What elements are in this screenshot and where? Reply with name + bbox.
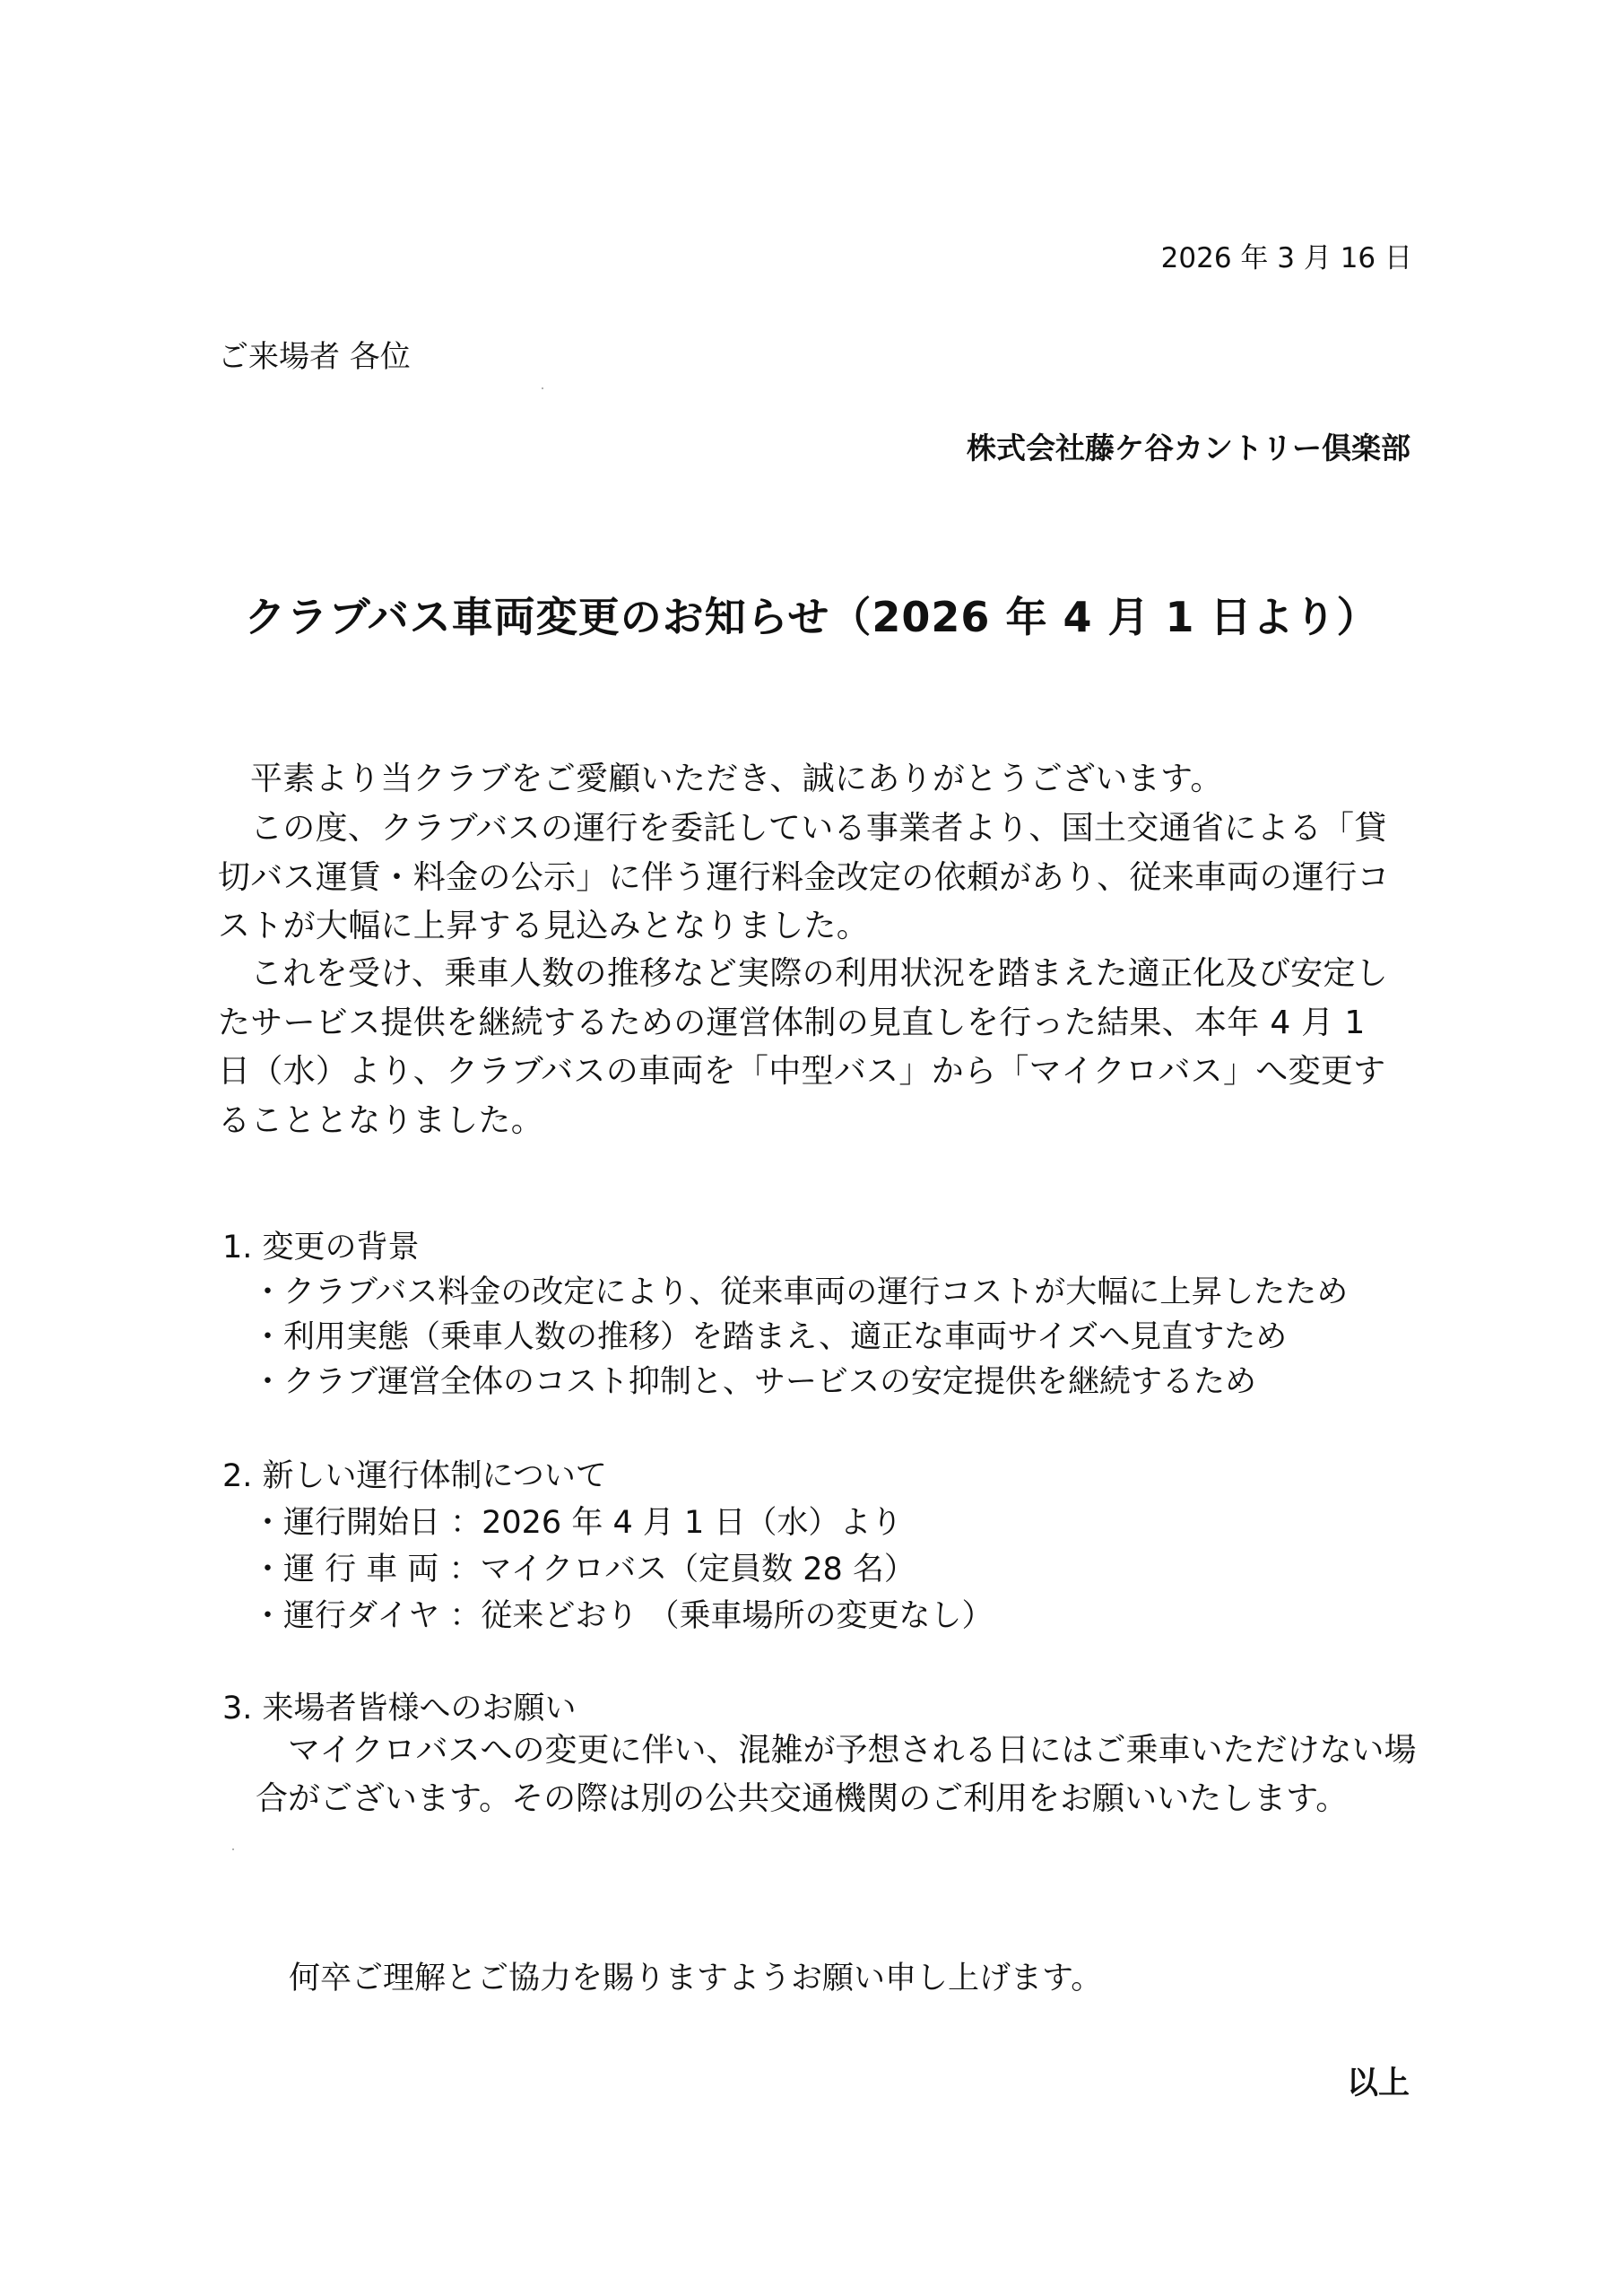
scan-speck (232, 1848, 234, 1850)
intro-paragraph-2: この度、クラブバスの運行を委託している事業者より、国土交通省による「貸切バス運賃・料金の公示」に伴う運行料金改定の依頼があり、従来車両の運行コストが大幅に上昇する見込みとなりました。 (218, 810, 1390, 944)
scan-speck (542, 387, 543, 389)
section2-heading: 2. 新しい運行体制について (222, 1458, 607, 1494)
addressee: ご来場者 各位 (218, 339, 411, 375)
sender-company: 株式会社藤ケ谷カントリー倶楽部 (967, 430, 1410, 465)
section1-item: ・クラブバス料金の改定により、従来車両の運行コストが大幅に上昇したため (252, 1274, 1349, 1310)
notice-title: クラブバス車両変更のお知らせ（2026 年 4 月 1 日より） (244, 593, 1379, 641)
document-date: 2026 年 3 月 16 日 (1160, 242, 1412, 274)
section2-item: ・運 行 車 両 ：マイクロバス（定員数 28 名） (252, 1552, 916, 1587)
intro-paragraph-3: これを受け、乗車人数の推移など実際の利用状況を踏まえた適正化及び安定したサービス提供を継続するための運営体制の見直しを行った結果、本年 4 月 1 日（水）より、クラブバスの車両を「中型バス」から「マイクロバス」へ変更することとなりました。 (218, 955, 1389, 1139)
section3-heading: 3. 来場者皆様へのお願い (222, 1691, 577, 1726)
section3-body: マイクロバスへの変更に伴い、混雑が予想される日にはご乗車いただけない場合がございます。その際は別の公共交通機関のご利用をお願いいたします。 (256, 1732, 1417, 1817)
section1-item: ・利用実態（乗車人数の推移）を踏まえ、適正な車両サイズへ見直すため (252, 1319, 1288, 1355)
section1-item: ・クラブ運営全体のコスト抑制と、サービスの安定提供を継続するため (252, 1364, 1257, 1400)
section1-heading: 1. 変更の背景 (222, 1230, 420, 1265)
end-mark: 以上 (1346, 2066, 1410, 2101)
section2-item: ・運行ダイヤ ：従来どおり （乗車場所の変更なし） (252, 1598, 994, 1634)
closing-sentence: 何卒ご理解とご協力を賜りますようお願い申し上げます。 (289, 1961, 1103, 1996)
section2-item: ・運行開始日 ：2026 年 4 月 1 日（水）より (252, 1505, 903, 1541)
intro-paragraph-1: 平素より当クラブをご愛顧いただき、誠にありがとうございます。 (250, 761, 1223, 797)
